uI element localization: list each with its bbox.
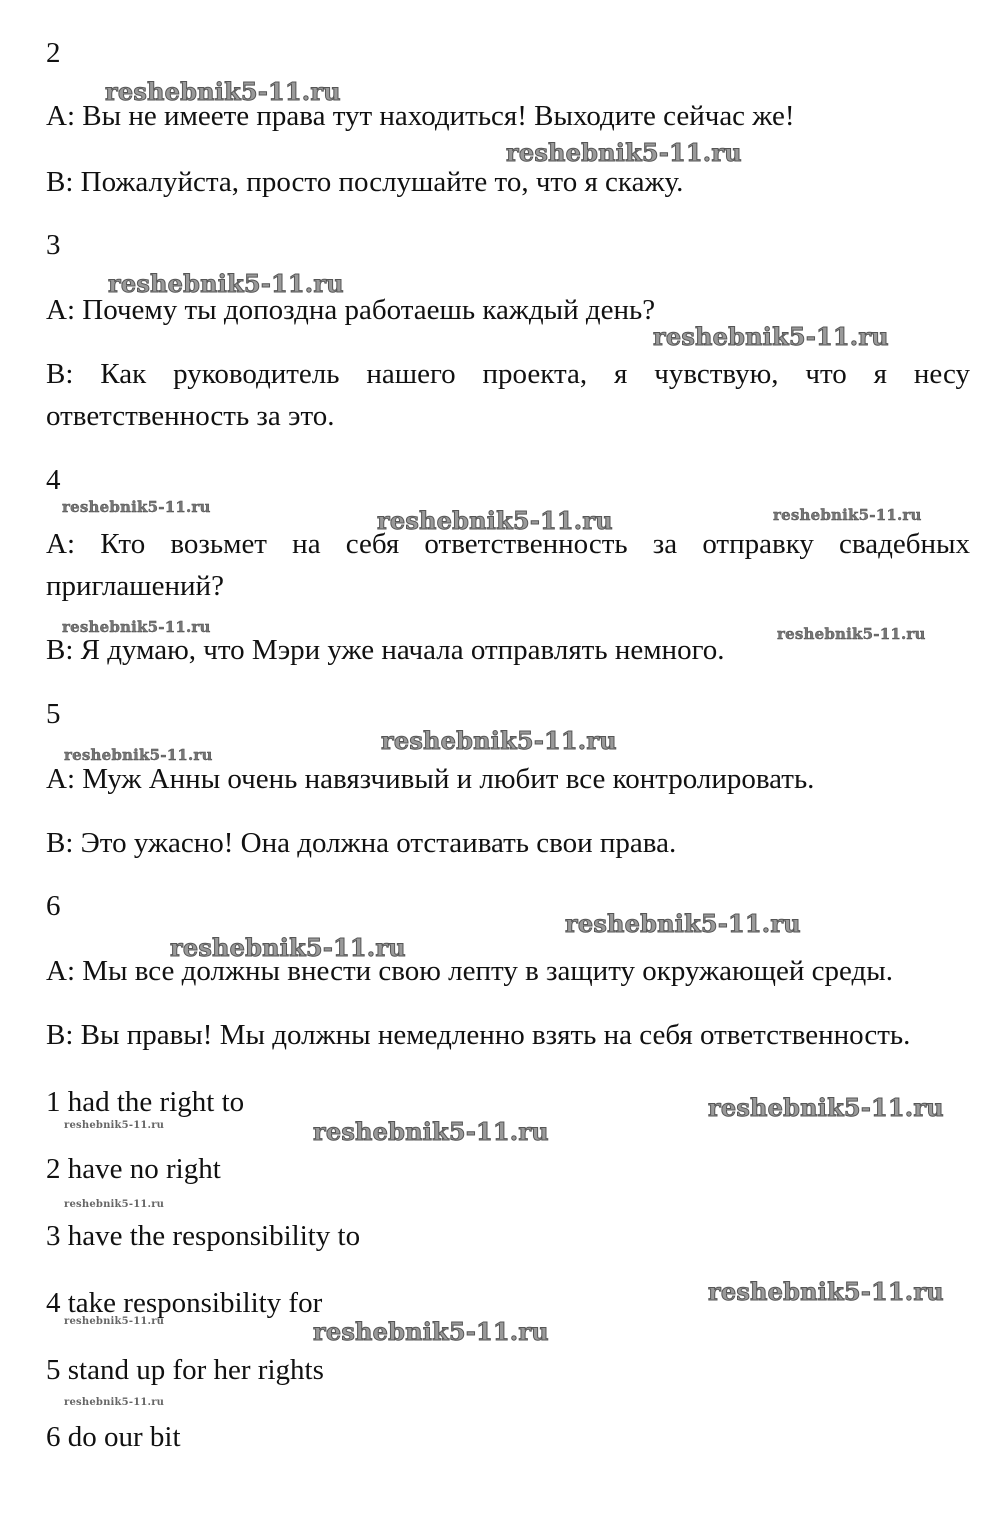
dialogue-number: 6 [46, 890, 61, 922]
dialogue-line-b: B: Пожалуйста, просто послушайте то, что я скажу. [46, 166, 684, 198]
dialogue-line-a: A: Мы все должны внести свою лепту в защиту окружающей среды. [46, 955, 893, 987]
watermark-text: reshebnik5-11.ru [64, 1120, 165, 1131]
dialogue-number: 4 [46, 464, 61, 496]
watermark-text: reshebnik5-11.ru [64, 1316, 165, 1327]
watermark-text: reshebnik5-11.ru [777, 625, 926, 643]
watermark-text: reshebnik5-11.ru [565, 909, 801, 938]
answer-item: 6 do our bit [46, 1421, 181, 1453]
watermark-text: reshebnik5-11.ru [64, 1397, 165, 1408]
answer-item: 3 have the responsibility to [46, 1220, 361, 1252]
watermark-text: reshebnik5-11.ru [313, 1117, 549, 1146]
watermark-text: reshebnik5-11.ru [64, 1199, 165, 1210]
watermark-text: reshebnik5-11.ru [708, 1093, 944, 1122]
watermark-text: reshebnik5-11.ru [62, 618, 211, 636]
answer-item: 5 stand up for her rights [46, 1354, 324, 1386]
dialogue-line-a: A: Вы не имеете права тут находиться! Выходите сейчас же! [46, 100, 795, 132]
dialogue-line-b: B: Вы правы! Мы должны немедленно взять на себя ответственность. [46, 1019, 911, 1051]
watermark-text: reshebnik5-11.ru [108, 269, 344, 298]
answer-item: 2 have no right [46, 1153, 221, 1185]
watermark-text: reshebnik5-11.ru [773, 506, 922, 524]
watermark-text: reshebnik5-11.ru [313, 1317, 549, 1346]
watermark-text: reshebnik5-11.ru [653, 322, 889, 351]
watermark-text: reshebnik5-11.ru [708, 1277, 944, 1306]
dialogue-number: 5 [46, 698, 61, 730]
dialogue-line-b: B: Как руководитель нашего проекта, я чувствую, что я несу ответственность за это. [46, 358, 970, 432]
watermark-text: reshebnik5-11.ru [105, 77, 341, 106]
dialogue-number: 2 [46, 37, 61, 69]
dialogue-line-a: A: Кто возьмет на себя ответственность за отправку свадебных приглашений? [46, 528, 970, 602]
dialogue-line-a: A: Почему ты допоздна работаешь каждый день? [46, 294, 656, 326]
watermark-text: reshebnik5-11.ru [506, 138, 742, 167]
answer-item: 1 had the right to [46, 1086, 245, 1118]
dialogue-line-b: B: Я думаю, что Мэри уже начала отправлять немного. [46, 634, 725, 666]
answer-item: 4 take responsibility for [46, 1287, 323, 1319]
dialogue-line-b: B: Это ужасно! Она должна отстаивать свои права. [46, 827, 677, 859]
watermark-text: reshebnik5-11.ru [62, 498, 211, 516]
watermark-text: reshebnik5-11.ru [170, 933, 406, 962]
dialogue-number: 3 [46, 229, 61, 261]
watermark-text: reshebnik5-11.ru [64, 746, 213, 764]
watermark-text: reshebnik5-11.ru [381, 726, 617, 755]
dialogue-line-a: A: Муж Анны очень навязчивый и любит все контролировать. [46, 763, 815, 795]
watermark-text: reshebnik5-11.ru [377, 506, 613, 535]
